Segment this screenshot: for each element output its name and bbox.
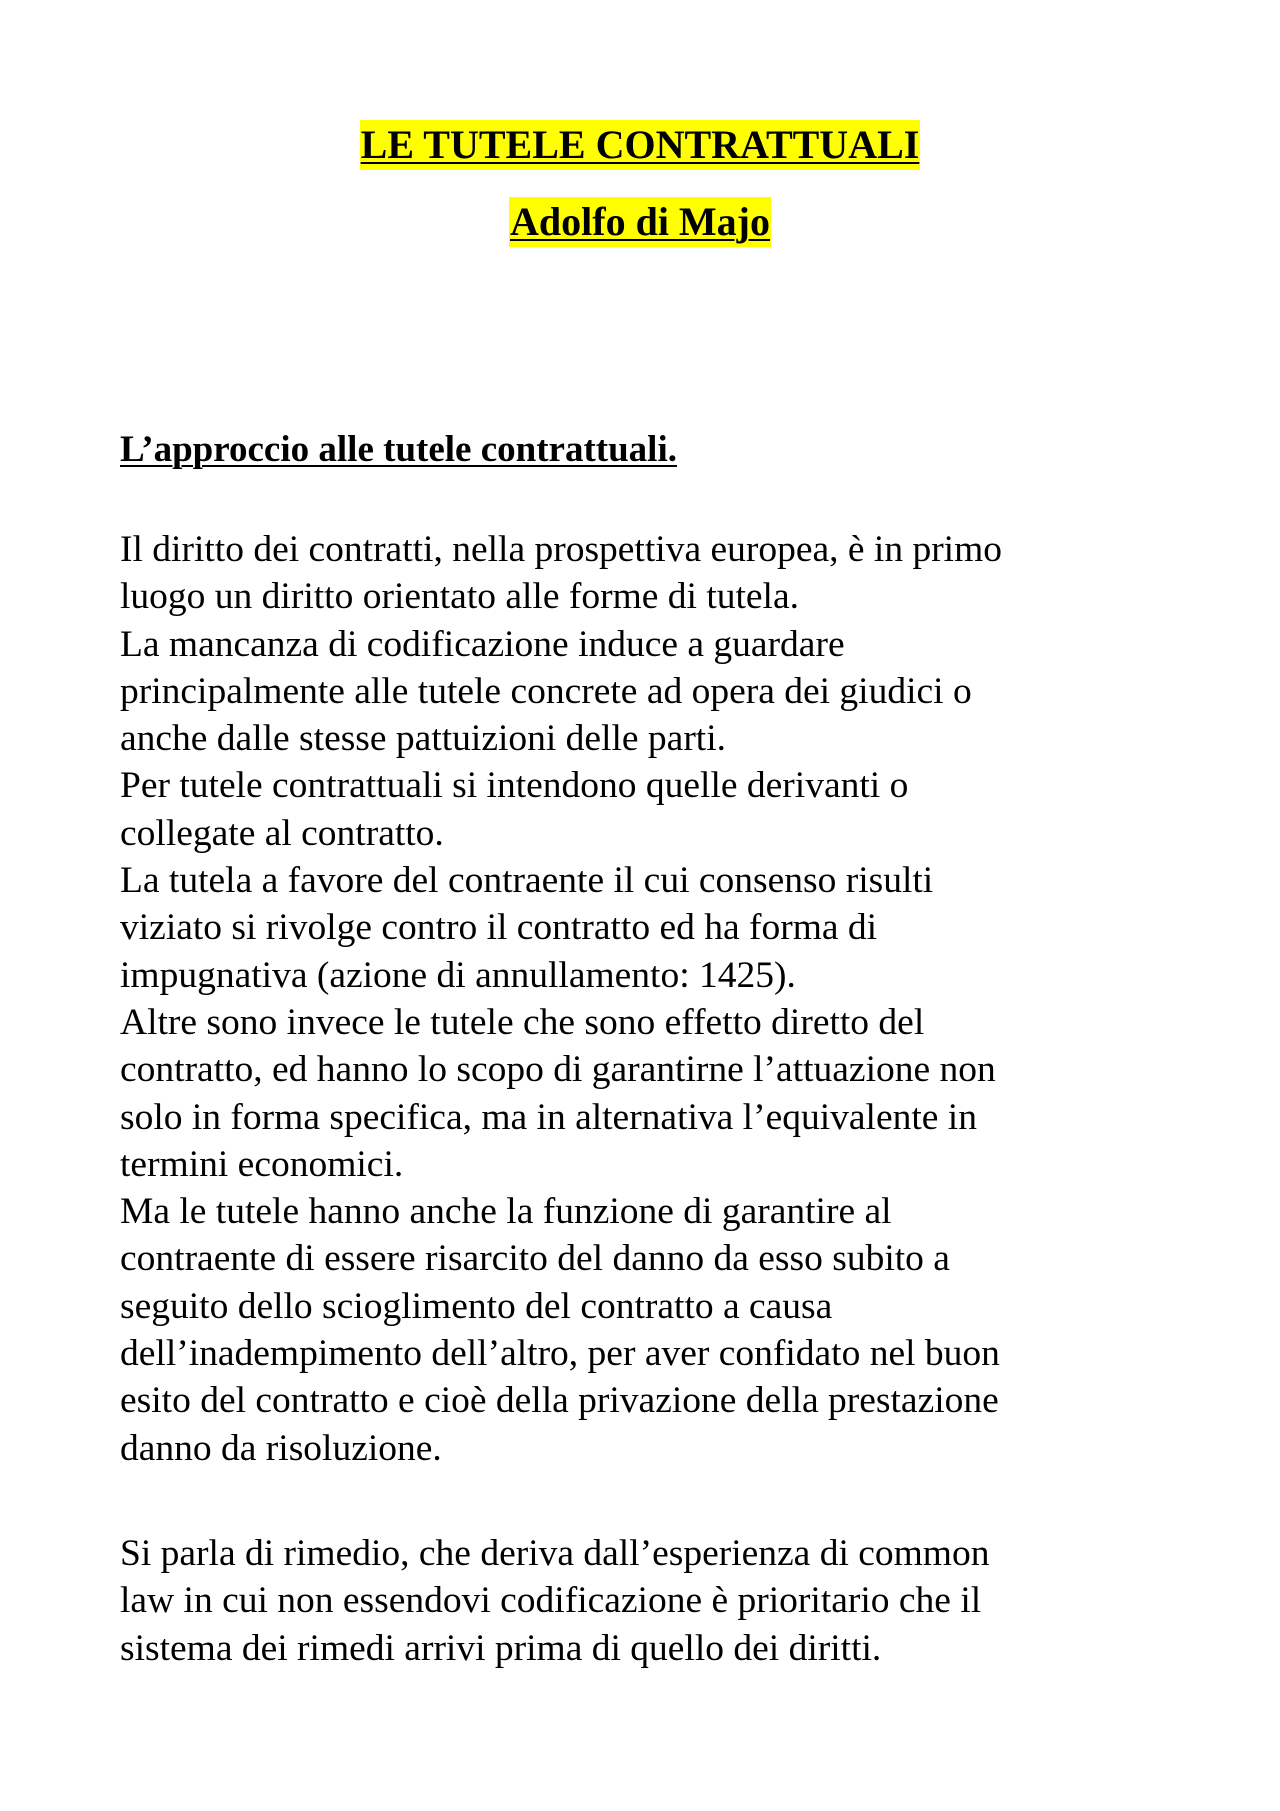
text-line: viziato si rivolge contro il contratto ed ha forma di: [120, 907, 878, 949]
text-line: Ma le tutele hanno anche la funzione di garantire al: [120, 1191, 892, 1233]
text-line: Altre sono invece le tutele che sono effetto diretto del: [120, 1001, 925, 1043]
text-line: contraente di essere risarcito del danno da esso subito a: [120, 1238, 950, 1280]
text-line: principalmente alle tutele concrete ad opera dei giudici o: [120, 670, 972, 712]
text-line: anche dalle stesse pattuizioni delle parti.: [120, 718, 727, 760]
paragraph-1: [120, 526, 1180, 1472]
text-line: law in cui non essendovi codificazione è prioritario che il: [120, 1580, 982, 1622]
text-line: solo in forma specifica, ma in alternativa l’equivalente in: [120, 1096, 977, 1138]
text-line: impugnativa (azione di annullamento: 1425).: [120, 954, 796, 996]
paragraph-2: [120, 1530, 1180, 1672]
text-line: danno da risoluzione.: [120, 1427, 442, 1469]
text-line: dell’inadempimento dell’altro, per aver confidato nel buon: [120, 1333, 1000, 1375]
text-line: sistema dei rimedi arrivi prima di quello dei diritti.: [120, 1627, 882, 1669]
text-line: Il diritto dei contratti, nella prospettiva europea, è in primo: [120, 529, 1003, 570]
document-author: Adolfo di Majo: [509, 197, 771, 247]
text-line: seguito dello scioglimento del contratto a causa: [120, 1285, 833, 1327]
text-line: La tutela a favore del contraente il cui consenso risulti: [120, 860, 934, 902]
title-block: [0, 120, 1280, 170]
text-line: La mancanza di codificazione induce a guardare: [120, 623, 845, 665]
text-line: Per tutele contrattuali si intendono quelle derivanti o: [120, 765, 909, 807]
text-line: esito del contratto e cioè della privazione della prestazione: [120, 1380, 999, 1422]
text-line: luogo un diritto orientato alle forme di tutela.: [120, 576, 799, 618]
text-line: collegate al contratto.: [120, 812, 444, 854]
document-title: LE TUTELE CONTRATTUALI: [360, 120, 921, 170]
text-line: contratto, ed hanno lo scopo di garantirne l’attuazione non: [120, 1049, 996, 1091]
author-block: [0, 197, 1280, 247]
text-line: termini economici.: [120, 1143, 404, 1185]
section-heading: L’approccio alle tutele contrattuali.: [120, 429, 677, 470]
text-line: Si parla di rimedio, che deriva dall’esperienza di common: [120, 1533, 990, 1574]
